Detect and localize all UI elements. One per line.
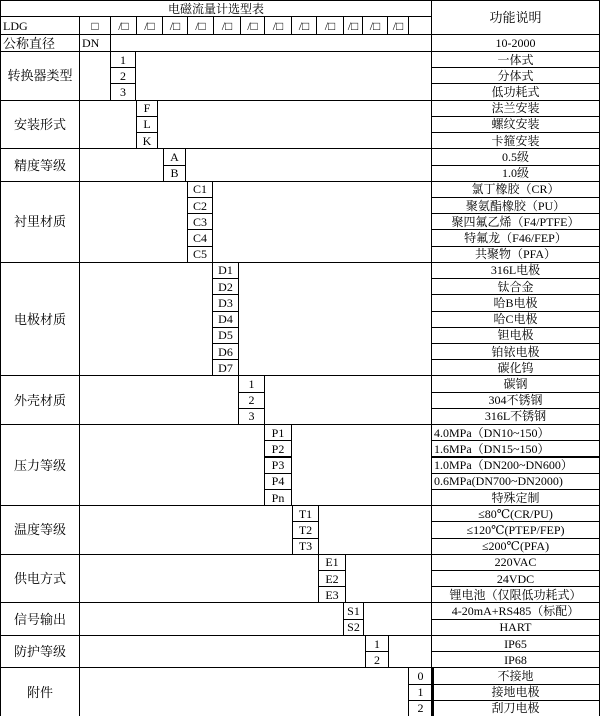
option-code: 1	[110, 51, 136, 68]
option-code: P2	[264, 440, 292, 457]
option-description: IP68	[431, 651, 600, 668]
model-prefix: LDG	[0, 16, 80, 35]
option-description: 特殊定制	[431, 489, 600, 506]
option-description: 1.6MPa（DN15~150）	[431, 440, 600, 457]
blank-cell	[79, 181, 188, 263]
option-code: P3	[264, 457, 292, 474]
option-code: T3	[292, 538, 319, 555]
model-slot: /□	[316, 16, 344, 35]
option-description: 法兰安装	[431, 100, 600, 117]
option-description: 碳钢	[431, 375, 600, 392]
option-description: 0.6MPa(DN700~DN2000)	[431, 473, 600, 490]
model-slot: /□	[343, 16, 363, 35]
option-description: IP65	[431, 635, 600, 652]
option-description: 哈C电极	[431, 311, 600, 328]
option-code: C4	[187, 229, 213, 246]
option-description: 聚四氟乙烯（F4/PTFE）	[431, 213, 600, 230]
option-description: 316L电极	[431, 262, 600, 279]
nominal-label: 公称直径	[0, 34, 80, 52]
blank-cell	[79, 667, 409, 716]
blank-cell	[79, 148, 164, 181]
option-description: 一体式	[431, 51, 600, 68]
option-code: 1	[408, 684, 433, 701]
option-description: 24VDC	[431, 570, 600, 587]
blank-cell	[79, 635, 366, 668]
option-code: 1	[365, 635, 389, 652]
group-label: 防护等级	[0, 635, 80, 668]
option-code: C1	[187, 181, 213, 198]
model-slot: /□	[136, 16, 163, 35]
blank-cell	[318, 505, 432, 555]
option-description: 1.0级	[431, 165, 600, 182]
option-code: D5	[212, 327, 239, 344]
blank-cell	[264, 375, 432, 425]
model-slot: /□	[110, 16, 137, 35]
option-code: 1	[238, 375, 265, 392]
option-code: 2	[408, 700, 433, 716]
option-code: D2	[212, 278, 239, 295]
option-description: 0.5级	[431, 148, 600, 165]
option-description: 共聚物（PFA）	[431, 246, 600, 263]
blank-cell	[291, 424, 432, 506]
option-description: HART	[431, 619, 600, 636]
blank-cell	[157, 100, 432, 150]
blank-cell	[110, 34, 432, 52]
model-slot: /□	[362, 16, 388, 35]
blank-cell	[79, 602, 344, 635]
model-slot: /□	[264, 16, 292, 35]
option-description: 碳化钨	[431, 359, 600, 376]
option-code: D7	[212, 359, 239, 376]
option-description: 4-20mA+RS485（标配）	[431, 602, 600, 619]
blank-cell	[185, 148, 432, 181]
option-code: L	[136, 116, 158, 133]
option-code: D1	[212, 262, 239, 279]
group-label: 外壳材质	[0, 375, 80, 425]
option-code: D3	[212, 294, 239, 311]
option-code: P4	[264, 473, 292, 490]
option-code: 2	[365, 651, 389, 668]
option-code: 3	[110, 83, 136, 100]
group-label: 附件	[0, 667, 80, 716]
option-code: S1	[343, 602, 364, 619]
option-code: C3	[187, 213, 213, 230]
blank-cell	[79, 554, 319, 604]
blank-cell	[388, 635, 432, 668]
option-description: ≤120℃(PTEP/FEP)	[431, 521, 600, 538]
group-label: 信号输出	[0, 602, 80, 635]
model-slot: /□	[213, 16, 241, 35]
option-code: C5	[187, 246, 213, 263]
model-slot: /□	[162, 16, 188, 35]
blank-cell	[212, 181, 432, 263]
group-label: 转换器类型	[0, 51, 80, 101]
option-code: S2	[343, 619, 364, 636]
option-code: T2	[292, 521, 319, 538]
option-code: F	[136, 100, 158, 117]
model-slot: /□	[387, 16, 409, 35]
option-description: 1.0MPa（DN200~DN600）	[431, 457, 600, 474]
option-code: E3	[318, 586, 346, 603]
option-description: 卡箍安装	[431, 132, 600, 149]
option-description: 锂电池（仅限低功耗式）	[431, 586, 600, 603]
group-label: 安装形式	[0, 100, 80, 150]
option-code: 2	[110, 67, 136, 84]
group-label: 电极材质	[0, 262, 80, 377]
blank-cell	[135, 51, 432, 101]
option-code: C2	[187, 197, 213, 214]
nominal-description: 10-2000	[431, 34, 600, 52]
blank-cell	[79, 424, 265, 506]
option-code: E2	[318, 570, 346, 587]
option-code: K	[136, 132, 158, 149]
option-code: D4	[212, 311, 239, 328]
group-label: 衬里材质	[0, 181, 80, 263]
option-description: 哈B电极	[431, 294, 600, 311]
option-code: D6	[212, 343, 239, 360]
option-code: T1	[292, 505, 319, 522]
blank-cell	[79, 51, 111, 101]
option-code: 3	[238, 408, 265, 425]
option-code: E1	[318, 554, 346, 571]
nominal-code: DN	[79, 34, 111, 52]
option-description: 4.0MPa（DN10~150）	[431, 424, 600, 441]
option-code: 2	[238, 392, 265, 409]
option-code: Pn	[264, 489, 292, 506]
function-header: 功能说明	[431, 0, 600, 35]
blank-cell	[79, 505, 293, 555]
model-slot: /□	[291, 16, 317, 35]
option-description: 接地电极	[431, 684, 600, 701]
option-description: 氯丁橡胶（CR）	[431, 181, 600, 198]
model-slot: /□	[187, 16, 214, 35]
blank-cell	[79, 262, 213, 377]
option-description: 钛合金	[431, 278, 600, 295]
option-code: 0	[408, 667, 433, 684]
blank-cell	[79, 100, 137, 150]
option-code: P1	[264, 424, 292, 441]
option-description: 不接地	[431, 667, 600, 684]
option-description: 铂铱电极	[431, 343, 600, 360]
model-box: □	[79, 16, 111, 35]
option-description: ≤200℃(PFA)	[431, 538, 600, 555]
blank-cell	[79, 375, 239, 425]
option-description: 特氟龙（F46/FEP）	[431, 229, 600, 246]
blank-cell	[238, 262, 432, 377]
option-description: 220VAC	[431, 554, 600, 571]
table-title: 电磁流量计选型表	[0, 0, 432, 17]
option-description: 304不锈钢	[431, 392, 600, 409]
blank-cell	[363, 602, 432, 635]
option-description: ≤80℃(CR/PU)	[431, 505, 600, 522]
option-code: B	[163, 165, 186, 182]
blank-cell	[345, 554, 432, 604]
model-slot: /□	[240, 16, 265, 35]
group-label: 供电方式	[0, 554, 80, 604]
group-label: 压力等级	[0, 424, 80, 506]
blank-cell	[432, 667, 434, 716]
option-description: 钽电极	[431, 327, 600, 344]
option-description: 低功耗式	[431, 83, 600, 100]
option-description: 316L不锈钢	[431, 408, 600, 425]
group-label: 温度等级	[0, 505, 80, 555]
option-code: A	[163, 148, 186, 165]
option-description: 刮刀电极	[431, 700, 600, 716]
option-description: 螺纹安装	[431, 116, 600, 133]
option-description: 聚氨酯橡胶（PU）	[431, 197, 600, 214]
group-label: 精度等级	[0, 148, 80, 181]
option-description: 分体式	[431, 67, 600, 84]
